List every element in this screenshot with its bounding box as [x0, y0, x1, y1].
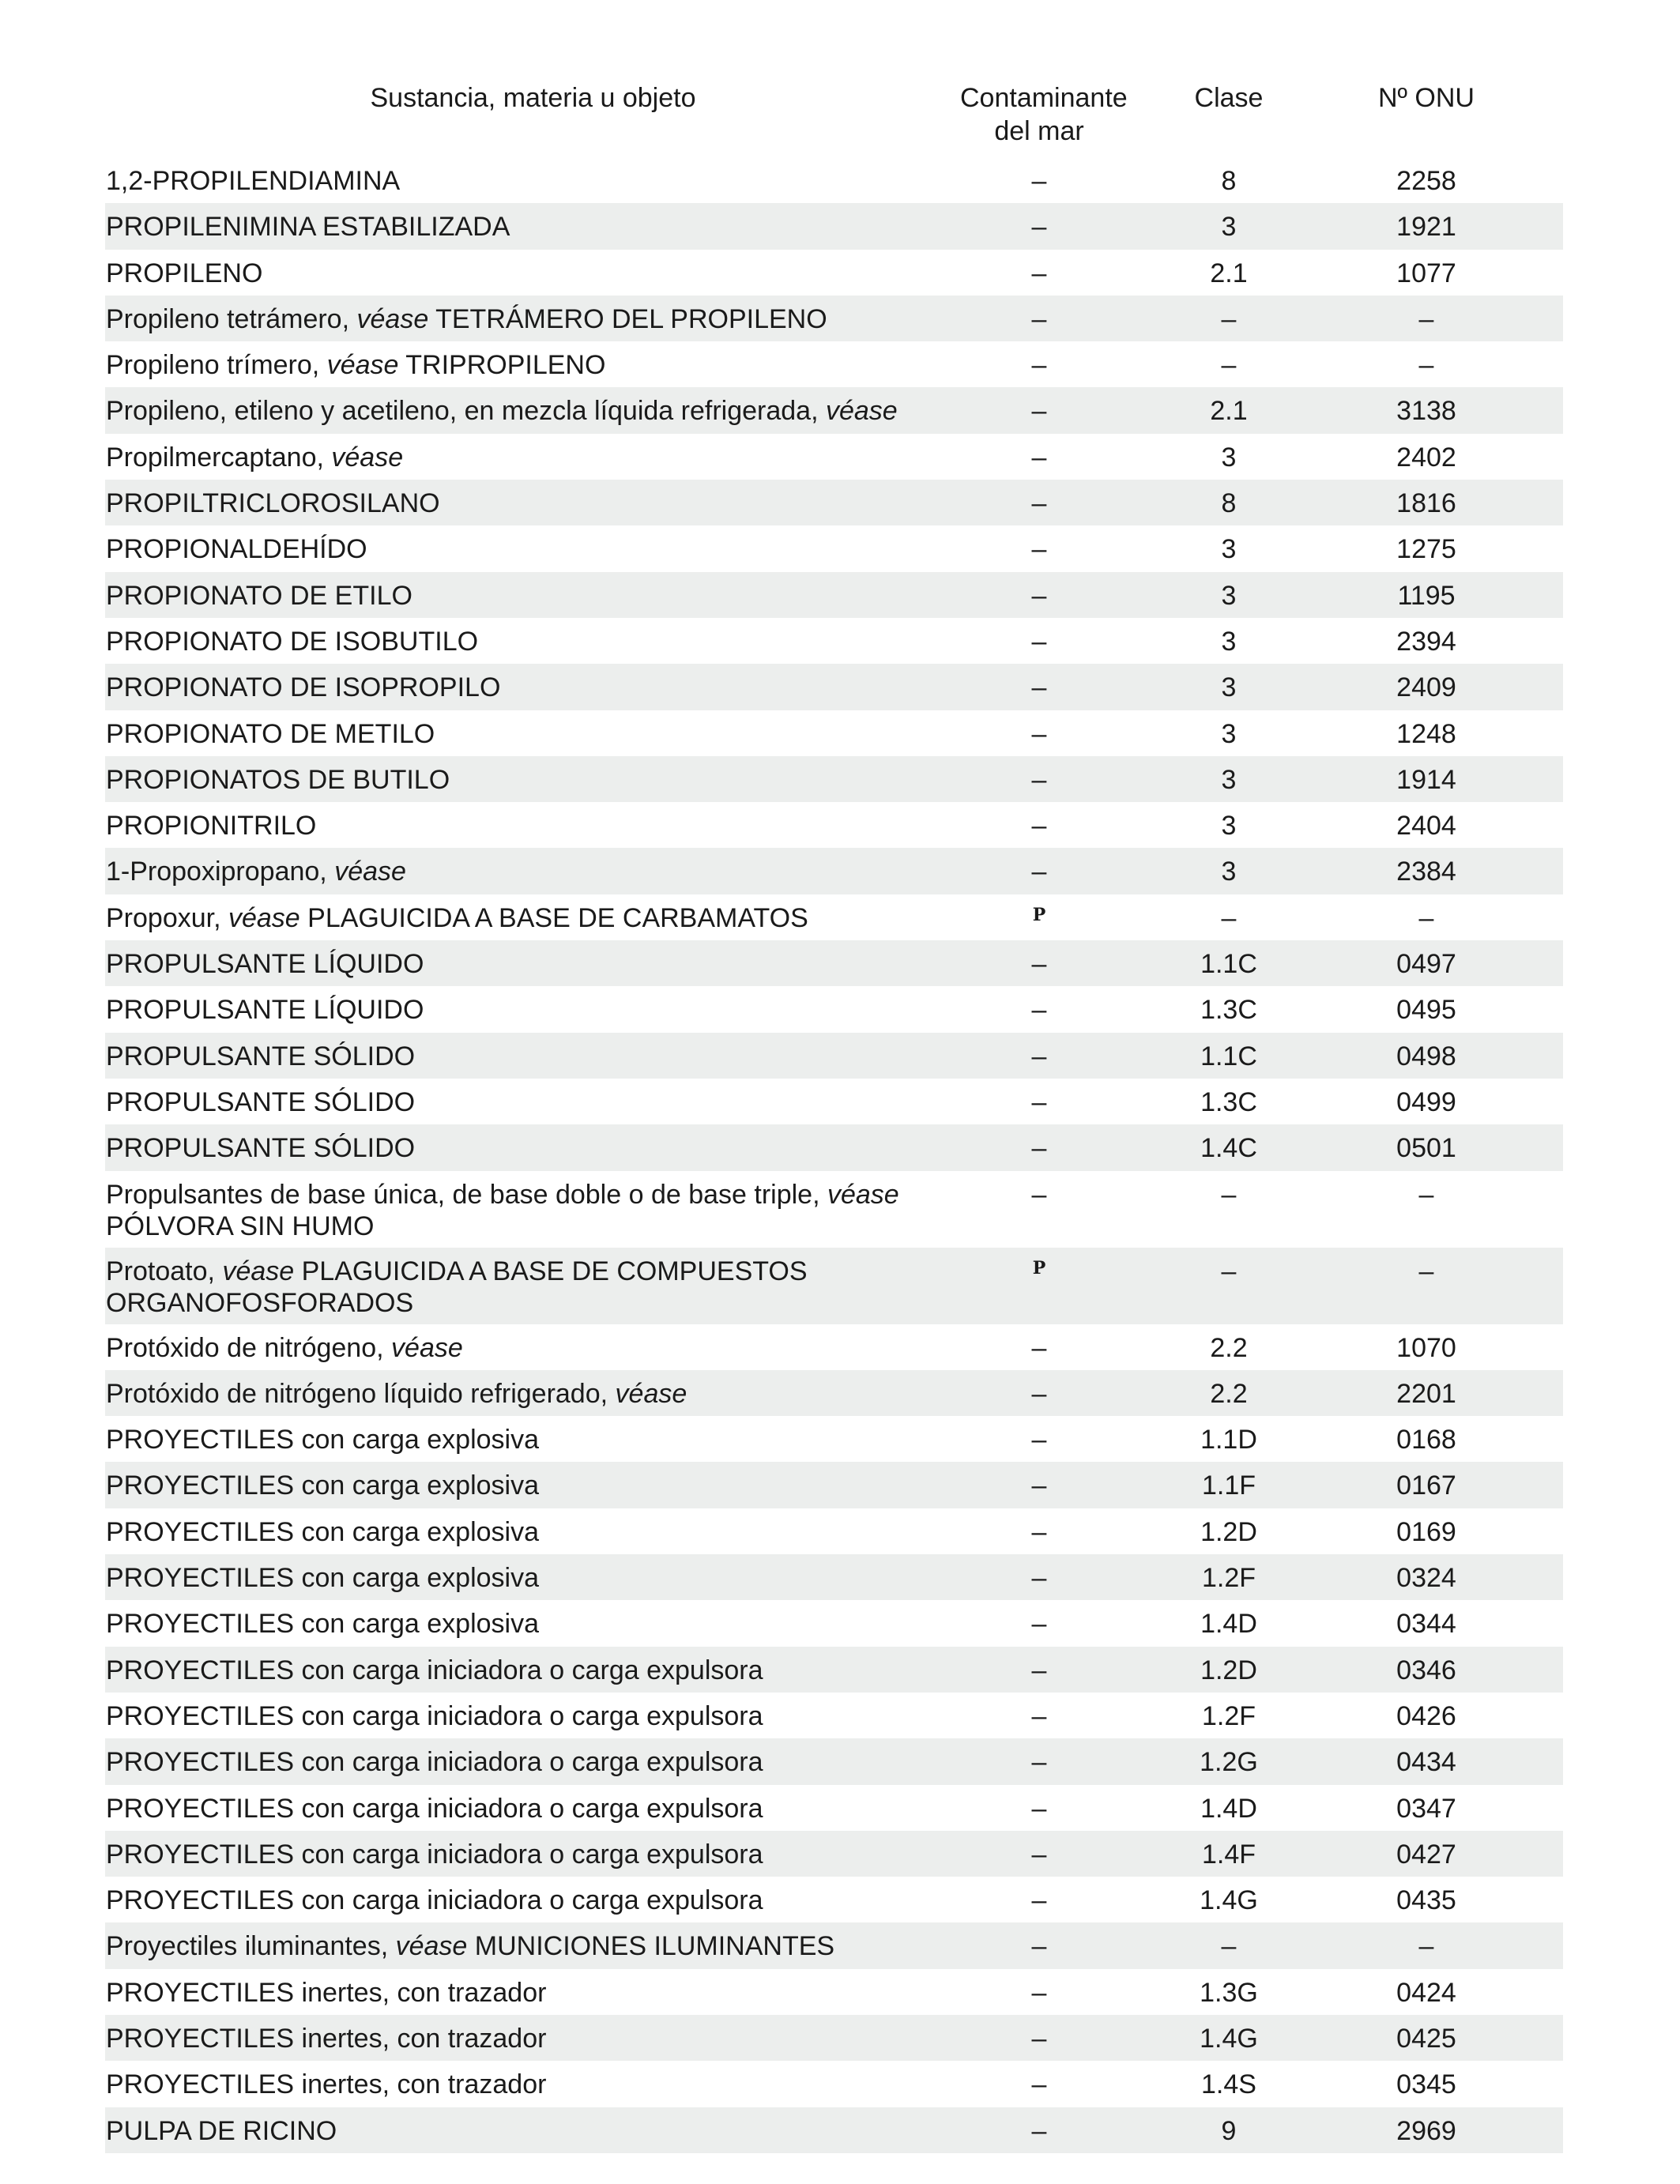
- cell-class: 1.4G: [1200, 2023, 1258, 2054]
- cell-un-number: 0346: [1396, 1655, 1456, 1685]
- cell-substance: [105, 2069, 960, 2100]
- cell-un-number: 0167: [1396, 1470, 1456, 1501]
- cell-class: 3: [1221, 718, 1237, 749]
- cell-un-number: 1914: [1396, 764, 1456, 795]
- see-reference-word: véase: [356, 303, 429, 334]
- cell-un-number: 2969: [1396, 2115, 1456, 2146]
- cell-substance: [105, 580, 960, 612]
- cell-class: 2.2: [1210, 1378, 1248, 1409]
- cell-un-number: 2394: [1396, 626, 1456, 657]
- substance-name: PROPIONATO DE ISOBUTILO: [106, 626, 479, 657]
- substance-name: 1,2-PROPILENDIAMINA: [106, 166, 401, 196]
- substance-name: PROPIONATOS DE BUTILO: [106, 764, 450, 795]
- see-reference-target: PÓLVORA SIN HUMO: [106, 1211, 375, 1241]
- table-row: [105, 157, 1563, 203]
- cell-un-number: 2409: [1396, 672, 1456, 703]
- cell-class: 3: [1221, 442, 1237, 473]
- cell-substance: [105, 349, 960, 381]
- cell-un-number: 2201: [1396, 1378, 1456, 1409]
- substance-name: Propulsantes de base única, de base doble o de base triple,: [106, 1179, 820, 1210]
- cell-class: 1.3G: [1200, 1977, 1258, 2008]
- cell-class: 1.2D: [1200, 1516, 1257, 1547]
- cell-substance: [105, 672, 960, 703]
- substance-name: PROPIONATO DE METILO: [106, 718, 435, 749]
- cell-marine-pollutant: –: [1031, 488, 1047, 519]
- cell-class: –: [1221, 902, 1237, 933]
- cell-un-number: 2384: [1396, 857, 1456, 887]
- cell-substance: [105, 211, 960, 243]
- substance-name: PROPULSANTE SÓLIDO: [106, 1041, 416, 1071]
- table-row: [105, 341, 1563, 387]
- cell-class: 1.4C: [1200, 1133, 1257, 1164]
- cell-substance: [105, 1132, 960, 1164]
- cell-un-number: 0498: [1396, 1041, 1456, 1071]
- table-row: [105, 1554, 1563, 1600]
- table-row: [105, 296, 1563, 341]
- table-row: [105, 1738, 1563, 1784]
- substance-name: Protóxido de nitrógeno líquido refrigerado,: [106, 1378, 608, 1409]
- cell-substance: [105, 948, 960, 980]
- table-body: [105, 157, 1563, 2153]
- cell-substance: [105, 1256, 960, 1319]
- cell-marine-pollutant: –: [1031, 1839, 1047, 1870]
- cell-substance: [105, 488, 960, 519]
- cell-class: 3: [1221, 857, 1237, 887]
- cell-marine-pollutant: –: [1031, 1041, 1047, 1071]
- cell-marine-pollutant: –: [1031, 1885, 1047, 1916]
- see-reference-target: TRIPROPILENO: [405, 350, 606, 381]
- cell-un-number: 0344: [1396, 1609, 1456, 1640]
- cell-substance: [105, 1930, 960, 1962]
- cell-class: 1.1F: [1201, 1470, 1256, 1501]
- cell-marine-pollutant: –: [1031, 580, 1047, 611]
- cell-class: –: [1221, 1931, 1237, 1962]
- cell-marine-pollutant: –: [1031, 672, 1047, 703]
- substance-name: PROYECTILES con carga explosiva: [106, 1516, 540, 1547]
- table-row: [105, 572, 1563, 618]
- cell-un-number: 0345: [1396, 2069, 1456, 2100]
- cell-marine-pollutant: –: [1031, 1425, 1047, 1455]
- cell-un-number: –: [1418, 303, 1434, 334]
- substance-name: PROYECTILES con carga explosiva: [106, 1470, 540, 1501]
- header-marine-pollutant: Contaminante del mar: [960, 83, 1128, 146]
- cell-substance: [105, 1977, 960, 2009]
- cell-un-number: 0168: [1396, 1425, 1456, 1455]
- cell-marine-pollutant: –: [1031, 350, 1047, 381]
- cell-un-number: 2404: [1396, 811, 1456, 842]
- cell-un-number: 3138: [1396, 396, 1456, 427]
- substance-name: PROPILENO: [106, 258, 263, 288]
- cell-substance: [105, 1655, 960, 1686]
- header-un-number: Nº ONU: [1378, 83, 1475, 113]
- cell-substance: [105, 1839, 960, 1870]
- cell-un-number: 0347: [1396, 1793, 1456, 1824]
- cell-marine-pollutant: –: [1031, 626, 1047, 657]
- see-reference-target: PLAGUICIDA A BASE DE COMPUESTOS ORGANOFOSFORADOS: [106, 1256, 808, 1318]
- cell-marine-pollutant: –: [1031, 442, 1047, 473]
- substance-table: [105, 81, 1563, 2153]
- cell-marine-pollutant: –: [1031, 534, 1047, 565]
- cell-un-number: 0497: [1396, 949, 1456, 980]
- table-row: [105, 848, 1563, 894]
- cell-class: 3: [1221, 626, 1237, 657]
- table-row: [105, 1693, 1563, 1738]
- cell-marine-pollutant: –: [1031, 995, 1047, 1026]
- cell-substance: [105, 1086, 960, 1118]
- cell-class: 1.2F: [1201, 1700, 1256, 1731]
- see-reference-word: véase: [825, 396, 898, 427]
- cell-class: 9: [1221, 2115, 1237, 2146]
- cell-marine-pollutant: –: [1031, 1563, 1047, 1594]
- cell-class: 1.2G: [1200, 1747, 1258, 1778]
- cell-un-number: 0169: [1396, 1516, 1456, 1547]
- cell-marine-pollutant: –: [1031, 811, 1047, 842]
- cell-substance: [105, 1332, 960, 1364]
- cell-class: 2.1: [1210, 396, 1248, 427]
- cell-marine-pollutant: –: [1031, 1700, 1047, 1731]
- cell-substance: [105, 442, 960, 473]
- cell-marine-pollutant: –: [1031, 949, 1047, 980]
- table-row: [105, 1324, 1563, 1370]
- see-reference-word: véase: [331, 442, 404, 473]
- see-reference-word: véase: [222, 1256, 295, 1286]
- substance-name: PROYECTILES con carga iniciadora o carga expulsora: [106, 1747, 763, 1778]
- cell-un-number: 2402: [1396, 442, 1456, 473]
- cell-substance: [105, 258, 960, 289]
- substance-name: PROYECTILES con carga iniciadora o carga expulsora: [106, 1700, 763, 1731]
- cell-class: –: [1221, 1179, 1237, 1210]
- table-row: [105, 1079, 1563, 1124]
- table-row: [105, 1370, 1563, 1416]
- cell-class: 3: [1221, 764, 1237, 795]
- cell-substance: [105, 165, 960, 197]
- cell-un-number: 1077: [1396, 258, 1456, 288]
- substance-name: PROPULSANTE LÍQUIDO: [106, 949, 424, 980]
- table-row: [105, 986, 1563, 1032]
- cell-substance: [105, 718, 960, 750]
- cell-marine-pollutant: –: [1031, 1793, 1047, 1824]
- table-row: [105, 480, 1563, 525]
- substance-name: PROYECTILES inertes, con trazador: [106, 2069, 547, 2100]
- see-reference-word: véase: [615, 1378, 687, 1409]
- cell-substance: [105, 1470, 960, 1501]
- substance-name: PROPIONITRILO: [106, 811, 317, 842]
- table-row: [105, 1462, 1563, 1508]
- cell-marine-pollutant: –: [1031, 212, 1047, 243]
- cell-marine-pollutant: –: [1031, 166, 1047, 196]
- cell-un-number: 0424: [1396, 1977, 1456, 2008]
- substance-name: Proyectiles iluminantes,: [106, 1931, 389, 1962]
- cell-substance: [105, 303, 960, 335]
- cell-marine-pollutant: –: [1031, 2023, 1047, 2054]
- cell-un-number: 0425: [1396, 2023, 1456, 2054]
- cell-class: 8: [1221, 166, 1237, 196]
- cell-class: 3: [1221, 534, 1237, 565]
- table-row: [105, 618, 1563, 664]
- cell-un-number: 0434: [1396, 1747, 1456, 1778]
- cell-un-number: 1070: [1396, 1332, 1456, 1363]
- table-header: [105, 81, 1563, 157]
- substance-name: Propileno trímero,: [106, 350, 320, 381]
- see-reference-word: véase: [395, 1931, 468, 1962]
- substance-name: PROPIONATO DE ETILO: [106, 580, 412, 611]
- substance-name: PROPIONATO DE ISOPROPILO: [106, 672, 501, 703]
- cell-un-number: 1816: [1396, 488, 1456, 519]
- cell-marine-pollutant: –: [1031, 1747, 1047, 1778]
- table-row: [105, 525, 1563, 571]
- see-reference-target: MUNICIONES ILUMINANTES: [474, 1931, 835, 1962]
- table-row: [105, 802, 1563, 848]
- substance-name: PROPULSANTE SÓLIDO: [106, 1133, 416, 1164]
- cell-substance: [105, 1041, 960, 1072]
- substance-name: PROPULSANTE LÍQUIDO: [106, 995, 424, 1026]
- cell-substance: [105, 856, 960, 887]
- cell-un-number: –: [1418, 350, 1434, 381]
- substance-name: PROPIONALDEHÍDO: [106, 534, 367, 565]
- table-row: [105, 1033, 1563, 1079]
- cell-marine-pollutant: P: [1032, 904, 1046, 925]
- substance-name: PROPILENIMINA ESTABILIZADA: [106, 212, 510, 243]
- cell-marine-pollutant: P: [1032, 1257, 1046, 1278]
- substance-name: Protóxido de nitrógeno,: [106, 1332, 384, 1363]
- cell-substance: [105, 626, 960, 657]
- table-row: [105, 1600, 1563, 1646]
- cell-class: 1.3C: [1200, 1086, 1257, 1117]
- table-row: [105, 1877, 1563, 1922]
- cell-class: 1.4F: [1201, 1839, 1256, 1870]
- see-reference-target: PLAGUICIDA A BASE DE CARBAMATOS: [307, 902, 808, 933]
- substance-name: Propileno, etileno y acetileno, en mezcla líquida refrigerada,: [106, 396, 819, 427]
- cell-un-number: –: [1418, 1931, 1434, 1962]
- cell-substance: [105, 1608, 960, 1640]
- cell-un-number: 1248: [1396, 718, 1456, 749]
- cell-class: 1.2D: [1200, 1655, 1257, 1685]
- cell-un-number: 0499: [1396, 1086, 1456, 1117]
- substance-name: PROPULSANTE SÓLIDO: [106, 1086, 416, 1117]
- cell-marine-pollutant: –: [1031, 857, 1047, 887]
- cell-class: 1.4D: [1200, 1609, 1257, 1640]
- substance-name: PULPA DE RICINO: [106, 2115, 337, 2146]
- cell-un-number: –: [1418, 902, 1434, 933]
- see-reference-word: véase: [334, 857, 406, 887]
- table-row: [105, 1969, 1563, 2015]
- table-row: [105, 250, 1563, 296]
- substance-name: Propilmercaptano,: [106, 442, 324, 473]
- cell-class: –: [1221, 1256, 1237, 1286]
- cell-class: 1.3C: [1200, 995, 1257, 1026]
- table-row: [105, 2061, 1563, 2107]
- cell-un-number: 0501: [1396, 1133, 1456, 1164]
- see-reference-target: TETRÁMERO DEL PROPILENO: [435, 303, 827, 334]
- table-row: [105, 1508, 1563, 1554]
- table-row: [105, 1647, 1563, 1693]
- table-row: [105, 894, 1563, 940]
- cell-class: 1.1C: [1200, 1041, 1257, 1071]
- cell-marine-pollutant: –: [1031, 2069, 1047, 2100]
- cell-marine-pollutant: –: [1031, 1655, 1047, 1685]
- cell-substance: [105, 1179, 960, 1242]
- table-row: [105, 1171, 1563, 1248]
- substance-name: PROYECTILES con carga iniciadora o carga expulsora: [106, 1793, 763, 1824]
- cell-marine-pollutant: –: [1031, 718, 1047, 749]
- cell-marine-pollutant: –: [1031, 1378, 1047, 1409]
- cell-substance: [105, 533, 960, 565]
- cell-class: 8: [1221, 488, 1237, 519]
- cell-marine-pollutant: –: [1031, 1086, 1047, 1117]
- cell-marine-pollutant: –: [1031, 1133, 1047, 1164]
- cell-marine-pollutant: –: [1031, 1516, 1047, 1547]
- cell-substance: [105, 1700, 960, 1732]
- cell-class: 2.2: [1210, 1332, 1248, 1363]
- substance-name: Propoxur,: [106, 902, 221, 933]
- cell-un-number: 0495: [1396, 995, 1456, 1026]
- table-row: [105, 203, 1563, 249]
- substance-name: Protoato,: [106, 1256, 215, 1286]
- see-reference-word: véase: [827, 1179, 899, 1210]
- see-reference-word: véase: [391, 1332, 463, 1363]
- cell-substance: [105, 1378, 960, 1410]
- cell-marine-pollutant: –: [1031, 258, 1047, 288]
- cell-substance: [105, 1885, 960, 1916]
- header-class: Clase: [1194, 83, 1264, 113]
- cell-marine-pollutant: –: [1031, 1931, 1047, 1962]
- table-row: [105, 2015, 1563, 2061]
- cell-class: –: [1221, 303, 1237, 334]
- cell-marine-pollutant: –: [1031, 1470, 1047, 1501]
- cell-substance: [105, 2023, 960, 2054]
- table-row: [105, 1124, 1563, 1170]
- table-row: [105, 756, 1563, 802]
- cell-un-number: 2258: [1396, 166, 1456, 196]
- cell-marine-pollutant: –: [1031, 303, 1047, 334]
- substance-name: PROYECTILES con carga iniciadora o carga expulsora: [106, 1885, 763, 1916]
- substance-name: PROYECTILES con carga explosiva: [106, 1563, 540, 1594]
- cell-marine-pollutant: –: [1031, 764, 1047, 795]
- cell-substance: [105, 1746, 960, 1778]
- cell-un-number: 0426: [1396, 1700, 1456, 1731]
- cell-marine-pollutant: –: [1031, 396, 1047, 427]
- see-reference-word: véase: [326, 350, 399, 381]
- table-row: [105, 710, 1563, 756]
- substance-name: PROPILTRICLOROSILANO: [106, 488, 440, 519]
- cell-class: 3: [1221, 811, 1237, 842]
- substance-name: PROYECTILES inertes, con trazador: [106, 1977, 547, 2008]
- substance-name: PROYECTILES con carga iniciadora o carga expulsora: [106, 1839, 763, 1870]
- cell-un-number: 1275: [1396, 534, 1456, 565]
- cell-un-number: 0427: [1396, 1839, 1456, 1870]
- cell-class: 3: [1221, 672, 1237, 703]
- see-reference-word: véase: [228, 902, 300, 933]
- cell-substance: [105, 2115, 960, 2147]
- substance-name: PROYECTILES inertes, con trazador: [106, 2023, 547, 2054]
- table-row: [105, 1922, 1563, 1968]
- table-row: [105, 2107, 1563, 2153]
- cell-substance: [105, 994, 960, 1026]
- cell-substance: [105, 764, 960, 796]
- cell-un-number: 1921: [1396, 212, 1456, 243]
- table-row: [105, 1831, 1563, 1877]
- cell-marine-pollutant: –: [1031, 1332, 1047, 1363]
- substance-name: PROYECTILES con carga explosiva: [106, 1425, 540, 1455]
- substance-name: PROYECTILES con carga iniciadora o carga expulsora: [106, 1655, 763, 1685]
- cell-marine-pollutant: –: [1031, 2115, 1047, 2146]
- cell-class: 1.4S: [1201, 2069, 1256, 2100]
- cell-un-number: 1195: [1397, 580, 1456, 611]
- cell-un-number: 0324: [1396, 1563, 1456, 1594]
- cell-class: 1.4D: [1200, 1793, 1257, 1824]
- cell-substance: [105, 1562, 960, 1594]
- cell-substance: [105, 1424, 960, 1455]
- cell-class: 1.2F: [1201, 1563, 1256, 1594]
- cell-class: 3: [1221, 212, 1237, 243]
- cell-class: 1.1C: [1200, 949, 1257, 980]
- cell-marine-pollutant: –: [1031, 1609, 1047, 1640]
- cell-marine-pollutant: –: [1031, 1977, 1047, 2008]
- header-substance: Sustancia, materia u objeto: [370, 83, 696, 113]
- cell-substance: [105, 1516, 960, 1548]
- cell-un-number: –: [1418, 1179, 1434, 1210]
- table-row: [105, 387, 1563, 433]
- substance-name: 1-Propoxipropano,: [106, 857, 327, 887]
- table-row: [105, 1416, 1563, 1462]
- cell-substance: [105, 1793, 960, 1824]
- cell-class: –: [1221, 350, 1237, 381]
- substance-name: Propileno tetrámero,: [106, 303, 350, 334]
- cell-marine-pollutant: –: [1031, 1179, 1047, 1210]
- table-row: [105, 434, 1563, 480]
- cell-class: 3: [1221, 580, 1237, 611]
- cell-substance: [105, 902, 960, 934]
- substance-name: PROYECTILES con carga explosiva: [106, 1609, 540, 1640]
- cell-substance: [105, 810, 960, 842]
- table-row: [105, 1248, 1563, 1324]
- table-row: [105, 664, 1563, 710]
- cell-class: 1.4G: [1200, 1885, 1258, 1916]
- cell-substance: [105, 395, 960, 427]
- table-row: [105, 940, 1563, 986]
- cell-un-number: –: [1418, 1256, 1434, 1286]
- cell-un-number: 0435: [1396, 1885, 1456, 1916]
- table-row: [105, 1785, 1563, 1831]
- cell-class: 1.1D: [1200, 1425, 1257, 1455]
- cell-class: 2.1: [1210, 258, 1248, 288]
